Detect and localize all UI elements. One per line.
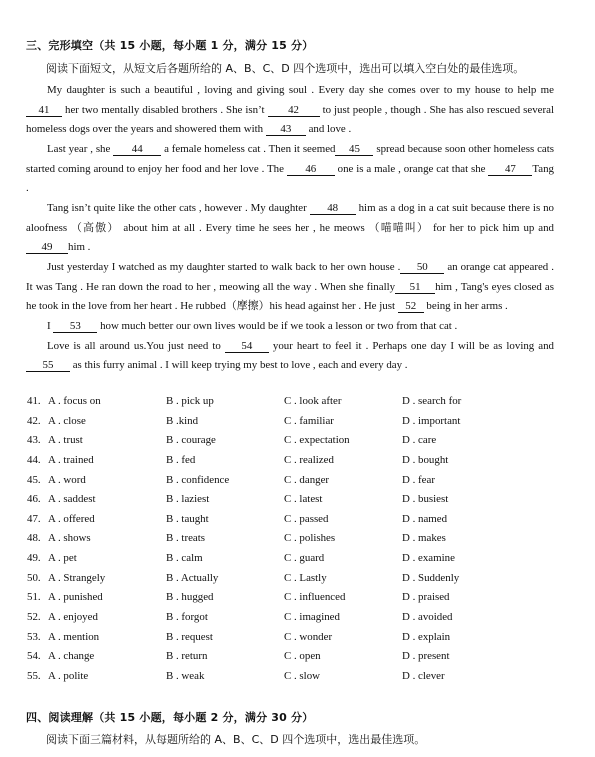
passage-paragraph xyxy=(26,258,554,317)
section-4-title: 四、阅读理解（共 15 小题，每小题 2 分，满分 30 分） xyxy=(26,711,314,724)
section-3-title: 三、完形填空（共 15 小题，每小题 1 分，满分 15 分） xyxy=(26,39,314,52)
blank-48[interactable]: 48 xyxy=(310,202,356,215)
question-row xyxy=(27,392,567,412)
option-b[interactable]: B . forgot xyxy=(166,610,208,623)
question-row xyxy=(27,510,567,530)
option-b[interactable]: B .kind xyxy=(166,414,199,427)
option-c[interactable]: C . expectation xyxy=(284,434,350,447)
option-b[interactable]: B . treats xyxy=(166,532,206,545)
option-d[interactable]: D . important xyxy=(402,414,461,427)
blank-47[interactable]: 47 xyxy=(488,163,532,176)
option-c[interactable]: C . danger xyxy=(284,473,330,486)
question-row xyxy=(27,588,567,608)
question-row xyxy=(27,529,567,549)
options-list xyxy=(27,392,567,686)
question-number: 53. xyxy=(27,630,41,643)
passage-paragraph xyxy=(26,140,554,199)
option-b[interactable]: B . hugged xyxy=(166,591,214,604)
question-row xyxy=(27,431,567,451)
option-c[interactable]: C . familiar xyxy=(284,414,334,427)
question-number: 54. xyxy=(27,650,41,663)
option-c[interactable]: C . open xyxy=(284,650,321,663)
blank-55[interactable]: 55 xyxy=(26,359,70,372)
cloze-passage xyxy=(26,81,554,376)
option-b[interactable]: B . confidence xyxy=(166,473,230,486)
question-row xyxy=(27,608,567,628)
passage-paragraph xyxy=(26,337,554,376)
option-d[interactable]: D . busiest xyxy=(402,493,449,506)
question-row xyxy=(27,471,567,491)
option-d[interactable]: D . bought xyxy=(402,453,449,466)
passage-text: I xyxy=(47,319,54,332)
option-a[interactable]: A . word xyxy=(48,473,86,486)
section-4-instruction: 阅读下面三篇材料，从每题所给的 A、B、C、D 四个选项中，选出最佳选项。 xyxy=(46,733,426,746)
passage-text: to just people , though . She has also rescued several homeless dogs over the years and showered them with xyxy=(26,103,554,136)
blank-54[interactable]: 54 xyxy=(225,340,269,353)
question-row xyxy=(27,667,567,687)
option-d[interactable]: D . avoided xyxy=(402,610,453,623)
option-d[interactable]: D . search for xyxy=(402,395,462,407)
option-a[interactable]: A . shows xyxy=(48,532,91,545)
option-c[interactable]: C . passed xyxy=(284,512,329,525)
option-a[interactable]: A . trained xyxy=(48,453,94,466)
passage-text: being in her arms . xyxy=(423,300,508,313)
question-number: 41. xyxy=(27,395,41,407)
option-b[interactable]: B . Actually xyxy=(166,571,219,584)
option-c[interactable]: C . guard xyxy=(284,552,325,564)
question-number: 48. xyxy=(27,532,41,545)
option-d[interactable]: D . named xyxy=(402,512,448,525)
question-number: 42. xyxy=(27,414,41,427)
option-d[interactable]: D . Suddenly xyxy=(402,571,460,584)
option-c[interactable]: C . look after xyxy=(284,395,342,407)
question-row xyxy=(27,451,567,471)
option-d[interactable]: D . examine xyxy=(402,552,455,564)
question-number: 55. xyxy=(27,669,41,682)
passage-paragraph xyxy=(26,317,554,337)
option-c[interactable]: C . polishes xyxy=(284,532,336,545)
option-a[interactable]: A . change xyxy=(48,650,95,663)
blank-51[interactable]: 51 xyxy=(395,281,435,294)
section-3-instruction: 阅读下面短文，从短文后各题所给的 A、B、C、D 四个选项中，选出可以填入空白处的最佳选项。 xyxy=(46,62,525,75)
passage-paragraph xyxy=(26,199,554,258)
option-b[interactable]: B . laziest xyxy=(166,493,210,506)
option-b[interactable]: B . request xyxy=(166,630,213,643)
option-a[interactable]: A . punished xyxy=(48,591,103,604)
passage-text: My daughter is such a beautiful , loving and giving soul . Every day she comes over to my house to help me xyxy=(47,84,554,96)
question-row xyxy=(27,647,567,667)
passage-text: Tang isn’t quite like the other cats , however . My daughter xyxy=(47,201,310,214)
passage-text: him , Tang's eyes closed as he took in the love from her heart . He rubbed（摩擦）his head against her . He just xyxy=(26,280,554,313)
option-d[interactable]: D . care xyxy=(402,434,437,447)
option-c[interactable]: C . slow xyxy=(284,669,321,682)
question-number: 47. xyxy=(27,512,41,525)
passage-text: as this furry animal . I will keep trying my best to love , each and every day . xyxy=(70,359,408,372)
passage-text: Just yesterday I watched as my daughter started to walk back to her own house . xyxy=(47,260,401,273)
question-row xyxy=(27,490,567,510)
option-a[interactable]: A . saddest xyxy=(48,493,96,506)
question-number: 49. xyxy=(27,552,41,564)
option-b[interactable]: B . taught xyxy=(166,512,209,525)
passage-text: an orange cat appeared . It was Tang . He ran down the road to her , meowing all the way . When she finally xyxy=(26,260,554,293)
passage-text: her two mentally disabled brothers . She isn’t xyxy=(62,103,268,116)
passage-paragraph xyxy=(26,81,554,140)
passage-text: and love . xyxy=(305,123,352,136)
passage-text: spread because soon other homeless cats started coming around to enjoy her food and her love . The xyxy=(26,142,555,175)
option-c[interactable]: C . influenced xyxy=(284,591,346,604)
option-d[interactable]: D . fear xyxy=(402,473,435,486)
option-c[interactable]: C . Lastly xyxy=(284,571,327,584)
option-a[interactable]: A . close xyxy=(48,414,86,427)
question-number: 44. xyxy=(27,453,41,466)
option-a[interactable]: A . trust xyxy=(48,434,83,447)
blank-52[interactable]: 52 xyxy=(398,300,424,313)
option-b[interactable]: B . pick up xyxy=(166,395,214,407)
option-a[interactable]: A . focus on xyxy=(48,395,101,407)
option-a[interactable]: A . Strangely xyxy=(48,571,106,584)
passage-text: him as a dog in a cat suit because there is no aloofness （高傲） about him at all . Every time he sees her , he meows （喵喵叫） for her to pick him up and xyxy=(26,201,554,234)
question-row xyxy=(27,412,567,432)
question-row xyxy=(27,628,567,648)
option-b[interactable]: B . courage xyxy=(166,434,216,447)
question-number: 50. xyxy=(27,571,41,584)
blank-44[interactable]: 44 xyxy=(113,143,161,156)
option-b[interactable]: B . fed xyxy=(166,453,196,466)
question-row xyxy=(27,549,567,569)
option-c[interactable]: C . latest xyxy=(284,493,323,506)
option-d[interactable]: D . praised xyxy=(402,591,450,604)
option-c[interactable]: C . realized xyxy=(284,453,334,466)
option-a[interactable]: A . mention xyxy=(48,630,100,643)
option-c[interactable]: C . imagined xyxy=(284,610,340,623)
question-number: 51. xyxy=(27,591,41,604)
option-a[interactable]: A . enjoyed xyxy=(48,610,98,623)
blank-53[interactable]: 53 xyxy=(53,320,97,333)
passage-text: Tang . xyxy=(26,162,555,195)
passage-text: Love is all around us.You just need to xyxy=(47,339,225,352)
passage-text: a female homeless cat . Then it seemed xyxy=(161,142,336,155)
blank-42[interactable]: 42 xyxy=(268,104,320,117)
option-a[interactable]: A . offered xyxy=(48,512,95,525)
option-d[interactable]: D . present xyxy=(402,650,450,663)
option-d[interactable]: D . makes xyxy=(402,532,446,545)
question-number: 46. xyxy=(27,493,41,506)
option-d[interactable]: D . clever xyxy=(402,669,445,682)
question-row xyxy=(27,569,567,589)
question-number: 45. xyxy=(27,473,41,486)
blank-45[interactable]: 45 xyxy=(335,143,373,156)
passage-text: one is a male , orange cat that she xyxy=(334,162,489,175)
passage-text: Last year , she xyxy=(47,142,114,155)
blank-50[interactable]: 50 xyxy=(400,261,444,274)
passage-text: him . xyxy=(68,241,91,254)
option-b[interactable]: B . calm xyxy=(166,552,203,564)
option-b[interactable]: B . weak xyxy=(166,669,205,682)
option-b[interactable]: B . return xyxy=(166,650,208,663)
question-number: 52. xyxy=(27,610,41,623)
blank-41[interactable]: 41 xyxy=(26,104,62,117)
blank-49[interactable]: 49 xyxy=(26,241,68,254)
blank-46[interactable]: 46 xyxy=(287,163,335,176)
option-a[interactable]: A . pet xyxy=(48,552,77,564)
passage-text: your heart to feel it . Perhaps one day I will be as loving and xyxy=(268,339,554,352)
option-c[interactable]: C . wonder xyxy=(284,630,333,643)
blank-43[interactable]: 43 xyxy=(266,123,306,136)
passage-text: how much better our own lives would be if we took a lesson or two from that cat . xyxy=(97,319,458,332)
option-d[interactable]: D . explain xyxy=(402,630,451,643)
option-a[interactable]: A . polite xyxy=(48,669,89,682)
question-number: 43. xyxy=(27,434,41,447)
